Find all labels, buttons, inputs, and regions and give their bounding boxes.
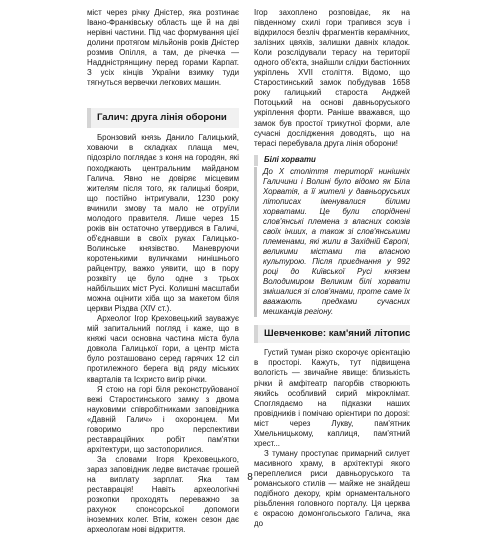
section-title-shevchenkove: Шевченкове: кам'яний літопис — [264, 328, 411, 340]
right-column — [254, 8, 410, 529]
body-paragraph: Бронзовий князь Данило Галицький, ховаючи в складках плаща меч, підозріло поглядає з коня на городян, які походжають центральним майданом Галича. Явно не довіряє місцевим жителям після того, як галицькі бояри, що постійно інтригували, 1230 року вчинили змову та мало не отруїли молодого правителя. Лише через 15 років він остаточно утвердився в Галичі, об'єднавши в своїх руках Галицько-Волинське князівство. Маневруючи коротенькими вуличками нинішнього райцентру, важко уявити, що в пору розквіту це було одне з трьох найбільших міст Русі. Колишні масштаби можна оцінити хіба що за макетом біля церкви Різдва (XIV ст.). — [87, 133, 239, 314]
left-column — [87, 8, 239, 535]
section-heading-galych — [87, 108, 239, 128]
section-title-galych: Галич: друга лінія оборони — [97, 112, 227, 124]
page-number: 8 — [247, 472, 253, 483]
intro-paragraph-left: міст через річку Дністер, яка розтинає Івано-Франківську область ще й на дві нерівні частини. Під час формування цієї долини протягом мільйонів років Дністер розмив Опілля, а там, де річечка — Наддністрянщину перед горами Карпат. З усіх кінців України взимку туди тягнуться вервечки легкових машин. — [87, 8, 239, 88]
sidebar-quote-text: До X століття території нинішніх Галичини і Волині було відомо як Біла Хорватія, а її жителі у давньоруських літописах іменувалися білими хорватами. Це були споріднені слов'янські племена з власних союзів своїх інших, а також зі слов'янськими племенами, які жили в Західній Європі, великими містами та власною культурою. Після приєднання у 992 році до Київської Русі князем Володимиром Великим білі хорвати змішалися зі слов'янами, проте саме їх вважають предками сучасних мешканців регіону. — [263, 166, 410, 317]
body-paragraph: Археолог Ігор Креховецький зауважує мій запитальний погляд і каже, що в княжі часи основна частина міста була довкола Галицької гори, а центр міста було розташовано серед гарячих 12 сіл протилежного берега від ряду міських кварталів та Ісхристо вигір річки. — [87, 314, 239, 384]
body-paragraph: Густий туман різко скорочує орієнтацію в просторі. Кажуть, тут підвищена вологість — звичайне явище: близькість річки й амфітеатр пагорбів створюють якийсь особливий сирий мікроклімат. Споглядаємо на підказки наших провідників і помічаю орієнтири по дорозі: міст через Лукву, пам'ятник Хмельницькому, каплиця, пам'ятний хрест... — [254, 348, 410, 448]
body-paragraph: За словами Ігоря Креховецького, зараз заповідник ледве вистачає грошей на виплату зарплат. Яка там реставрація! Навіть археологічні розкопки проходять переважно за рахунок спонсорської допомоги іноземних колег. Втім, кожен сезон дає археологам нові відкриття. — [87, 454, 239, 535]
section-heading-shevchenkove — [254, 325, 410, 343]
body-paragraph: Я стою на горі біля реконструйованої вежі Старостинського замку з двома науковими співробітниками заповідника «Давній Галич» і охоронцем. Ми говоримо про перспективи реставраційних робіт пам'ятки архітектури, що застопорилися. — [87, 384, 239, 454]
subsection-title-white-croats: Білі хорвати — [254, 155, 410, 166]
intro-paragraph-right: Ігор захоплено розповідає, як на південному схилі гори трапився зсув і відкрилося безліч фрагментів керамічних, залізних цвяхів, залишки давніх кладок. Коли розслідували терасу на території одного об'єкта, знайшли слідки бастіонних укріплень XVII століття. Відомо, що Старостинський замок побудував 1658 року галицький староста Анджей Потоцький на основі давньоруського укріплення форти. Раніше вважався, що замок був простої трикутної форми, але сучасні дослідження доводять, що на терасі перебувала друга лінія оборони! — [254, 8, 410, 148]
body-paragraph: З туману проступає примарний силует масивного храму, в архітектурі якого переплелися риси давньоруського та романського стилів — майже не знайдеш подібного декору, крім орнаментального різьблення головного порталу. Ця церква є окрасою домонгольського Галича, яка до — [254, 448, 410, 529]
sidebar-quote — [254, 167, 410, 318]
